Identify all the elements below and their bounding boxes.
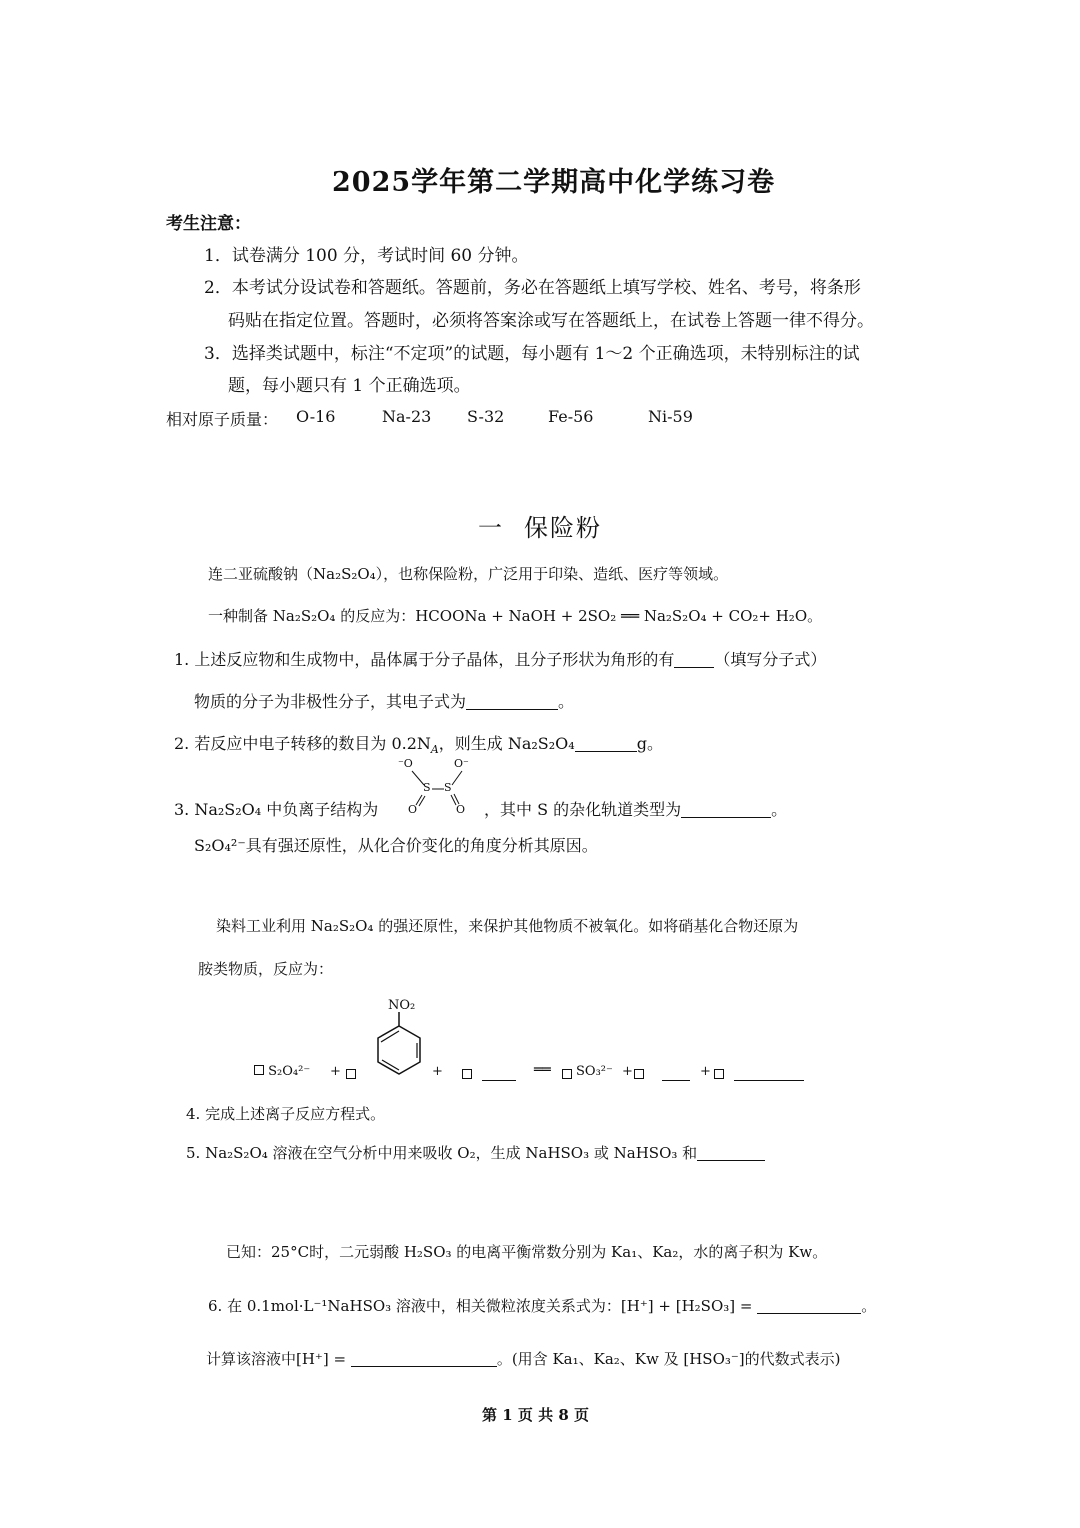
q2-text-2: ，则生成 Na₂S₂O₄: [438, 734, 575, 753]
structure-s-left: S: [423, 781, 431, 794]
equation-blank-1[interactable]: [482, 1064, 516, 1081]
q5-text: 5. Na₂S₂O₄ 溶液在空气分析中用来吸收 O₂，生成 NaHSO₃ 或 NaHSO₃ 和: [186, 1144, 698, 1162]
q5-blank[interactable]: [697, 1145, 765, 1161]
q3-blank[interactable]: [681, 801, 771, 818]
atomic-mass-o: O-16: [296, 407, 336, 426]
structure-o-bottom-left: O: [408, 803, 418, 816]
notice-item-3: 3．选择类试题中，标注“不定项”的试题，每小题有 1～2 个正确选项，未特别标注的试: [204, 344, 860, 364]
q6-text: 6. 在 0.1mol·L⁻¹NaHSO₃ 溶液中，相关微粒浓度关系式为：[H⁺] + [H₂SO₃] =: [208, 1297, 753, 1315]
question-1: [174, 647, 826, 670]
question-6: [208, 1295, 876, 1316]
atomic-mass-label: 相对原子质量：: [166, 410, 279, 429]
q2-blank[interactable]: [575, 735, 637, 752]
question-2: [174, 731, 663, 757]
structure-s-right: S: [444, 781, 452, 794]
coef-box-3[interactable]: [462, 1069, 472, 1079]
notice-item-2: 2．本考试分设试卷和答题纸。答题前，务必在答题纸上填写学校、姓名、考号，将条形: [204, 278, 861, 298]
equation-so3: SO₃²⁻: [576, 1064, 613, 1079]
atomic-mass-na: Na-23: [382, 407, 432, 426]
equation-equals: ══: [534, 1062, 551, 1078]
question-3: [174, 797, 378, 820]
q6-text-3: 。(用含 Ka₁、Ka₂、Kw 及 [HSO₃⁻]的代数式表示): [496, 1350, 841, 1368]
q6-blank-1[interactable]: [757, 1298, 861, 1314]
q3-follow-up: S₂O₄²⁻具有强还原性，从化合价变化的角度分析其原因。: [194, 836, 598, 855]
structure-o-left: ⁻O: [398, 757, 413, 770]
q6-blank-2[interactable]: [351, 1351, 497, 1367]
question-5: [186, 1142, 765, 1163]
question-1-part-2: [194, 689, 574, 712]
page-title: 2025学年第二学期高中化学练习卷: [332, 167, 776, 198]
question-6-part-2: [206, 1348, 841, 1369]
nitro-group-label: NO₂: [388, 998, 416, 1013]
q2-text: 2. 若反应中电子转移的数目为 0.2N: [174, 734, 431, 753]
equation-plus-3: +: [622, 1064, 633, 1079]
notice-item-1: 1．试卷满分 100 分，考试时间 60 分钟。: [204, 246, 529, 266]
q1-blank-2[interactable]: [466, 693, 558, 710]
q2-end: g。: [636, 734, 663, 753]
notice-item-3-cont: 题，每小题只有 1 个正确选项。: [228, 376, 471, 396]
coef-box-1[interactable]: [254, 1065, 264, 1075]
equation-line: [254, 1064, 310, 1079]
equation-plus-4: +: [700, 1064, 711, 1079]
intro-line-1: 连二亚硫酸钠（Na₂S₂O₄），也称保险粉，广泛用于印染、造纸、医疗等领域。: [208, 565, 729, 583]
equation-blank-3[interactable]: [734, 1064, 804, 1081]
notice-item-2-cont: 码贴在指定位置。答题时，必须将答案涂或写在答题纸上，在试卷上答题一律不得分。: [228, 311, 874, 331]
question-3-part-2: [484, 797, 787, 820]
atomic-mass-ni: Ni-59: [648, 407, 693, 426]
coef-box-5[interactable]: [634, 1069, 644, 1079]
q1-end: 。: [558, 692, 575, 711]
q2-sub: A: [430, 743, 439, 757]
section-number: 一: [478, 514, 504, 542]
known-conditions: 已知：25°C时，二元弱酸 H₂SO₃ 的电离平衡常数分别为 Ka₁、Ka₂，水的离子积为 Kw。: [226, 1243, 828, 1261]
q3-end: 。: [771, 800, 788, 819]
dithionite-structure: [396, 759, 476, 817]
equation-plus-1: +: [330, 1064, 341, 1079]
coef-box-2[interactable]: [346, 1069, 356, 1079]
q3-text-2: ，其中 S 的杂化轨道类型为: [484, 800, 682, 819]
dye-paragraph-2: 胺类物质，反应为：: [198, 960, 334, 978]
q1-text-2: 物质的分子为非极性分子，其电子式为: [194, 692, 467, 711]
page-footer: 第 1 页 共 8 页: [482, 1406, 589, 1424]
section-name: 保险粉: [524, 514, 602, 542]
intro-line-2: 一种制备 Na₂S₂O₄ 的反应为：HCOONa + NaOH + 2SO₂ ══ Na₂S₂O₄ + CO₂+ H₂O。: [208, 607, 823, 625]
structure-o-right: O⁻: [454, 757, 469, 770]
q1-text: 1. 上述反应物和生成物中，晶体属于分子晶体，且分子形状为角形的有: [174, 650, 675, 669]
equation-plus-2: +: [432, 1064, 443, 1079]
structure-o-bottom-right: O: [456, 803, 466, 816]
atomic-mass-fe: Fe-56: [548, 407, 594, 426]
equation-blank-2[interactable]: [662, 1064, 690, 1081]
coef-box-6[interactable]: [714, 1069, 724, 1079]
q1-hint: （填写分子式）: [714, 650, 827, 669]
question-4: 4. 完成上述离子反应方程式。: [186, 1105, 386, 1123]
equation-s2o4: S₂O₄²⁻: [268, 1064, 311, 1079]
nitro-reduction-equation: [254, 998, 814, 1090]
benzene-ring: [366, 1012, 426, 1078]
q6-text-2: 计算该溶液中[H⁺] =: [206, 1350, 347, 1368]
dye-paragraph-1: 染料工业利用 Na₂S₂O₄ 的强还原性，来保护其他物质不被氧化。如将硝基化合物还原为: [216, 917, 799, 935]
notice-heading: 考生注意：: [166, 214, 251, 234]
atomic-mass-s: S-32: [467, 407, 505, 426]
q6-end: 。: [861, 1297, 877, 1315]
q3-text: 3. Na₂S₂O₄ 中负离子结构为: [174, 800, 379, 819]
q1-blank-1[interactable]: [674, 651, 714, 668]
coef-box-4[interactable]: [562, 1069, 572, 1079]
